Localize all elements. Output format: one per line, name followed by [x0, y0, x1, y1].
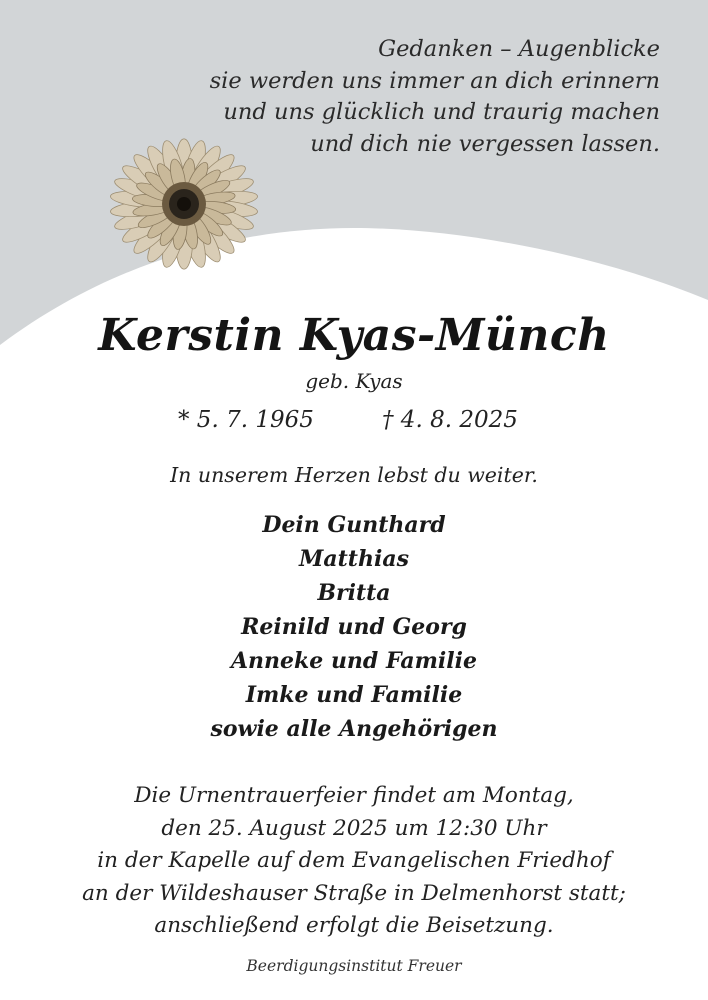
poem-line: Gedanken – Augenblicke — [378, 36, 660, 62]
mourners-list — [0, 508, 708, 746]
death-date: † 4. 8. 2025 — [382, 407, 518, 433]
deceased-name: Kerstin Kyas-Münch — [98, 310, 610, 361]
mourner-line: Reinild und Georg — [241, 614, 467, 640]
mourner-line: Anneke und Familie — [230, 648, 477, 674]
mourner-line: Dein Gunthard — [262, 512, 446, 538]
maiden-name: geb. Kyas — [305, 369, 403, 393]
mourner-line: Britta — [317, 580, 391, 606]
notice-line: anschließend erfolgt die Beisetzung. — [154, 913, 554, 938]
notice-line: an der Wildeshauser Straße in Delmenhorst statt; — [82, 880, 626, 906]
service-notice — [0, 780, 708, 943]
poem-line: und uns glücklich und traurig machen — [223, 99, 660, 125]
notice-line: Die Urnentrauerfeier findet am Montag, — [134, 783, 574, 808]
poem-line: und dich nie vergessen lassen. — [310, 130, 660, 157]
mourner-line: sowie alle Angehörigen — [210, 716, 498, 742]
poem-line: sie werden uns immer an dich erinnern — [209, 67, 660, 94]
notice-line: den 25. August 2025 um 12:30 Uhr — [161, 815, 547, 841]
motto: In unserem Herzen lebst du weiter. — [170, 463, 538, 487]
gerbera-flower-icon — [92, 122, 278, 282]
notice-line: in der Kapelle auf dem Evangelischen Friedhof — [97, 848, 611, 873]
birth-date: * 5. 7. 1965 — [178, 407, 314, 433]
mourner-line: Imke und Familie — [245, 682, 463, 708]
undertaker-name: Beerdigungsinstitut Freuer — [246, 957, 462, 975]
mourner-line: Matthias — [299, 546, 409, 572]
